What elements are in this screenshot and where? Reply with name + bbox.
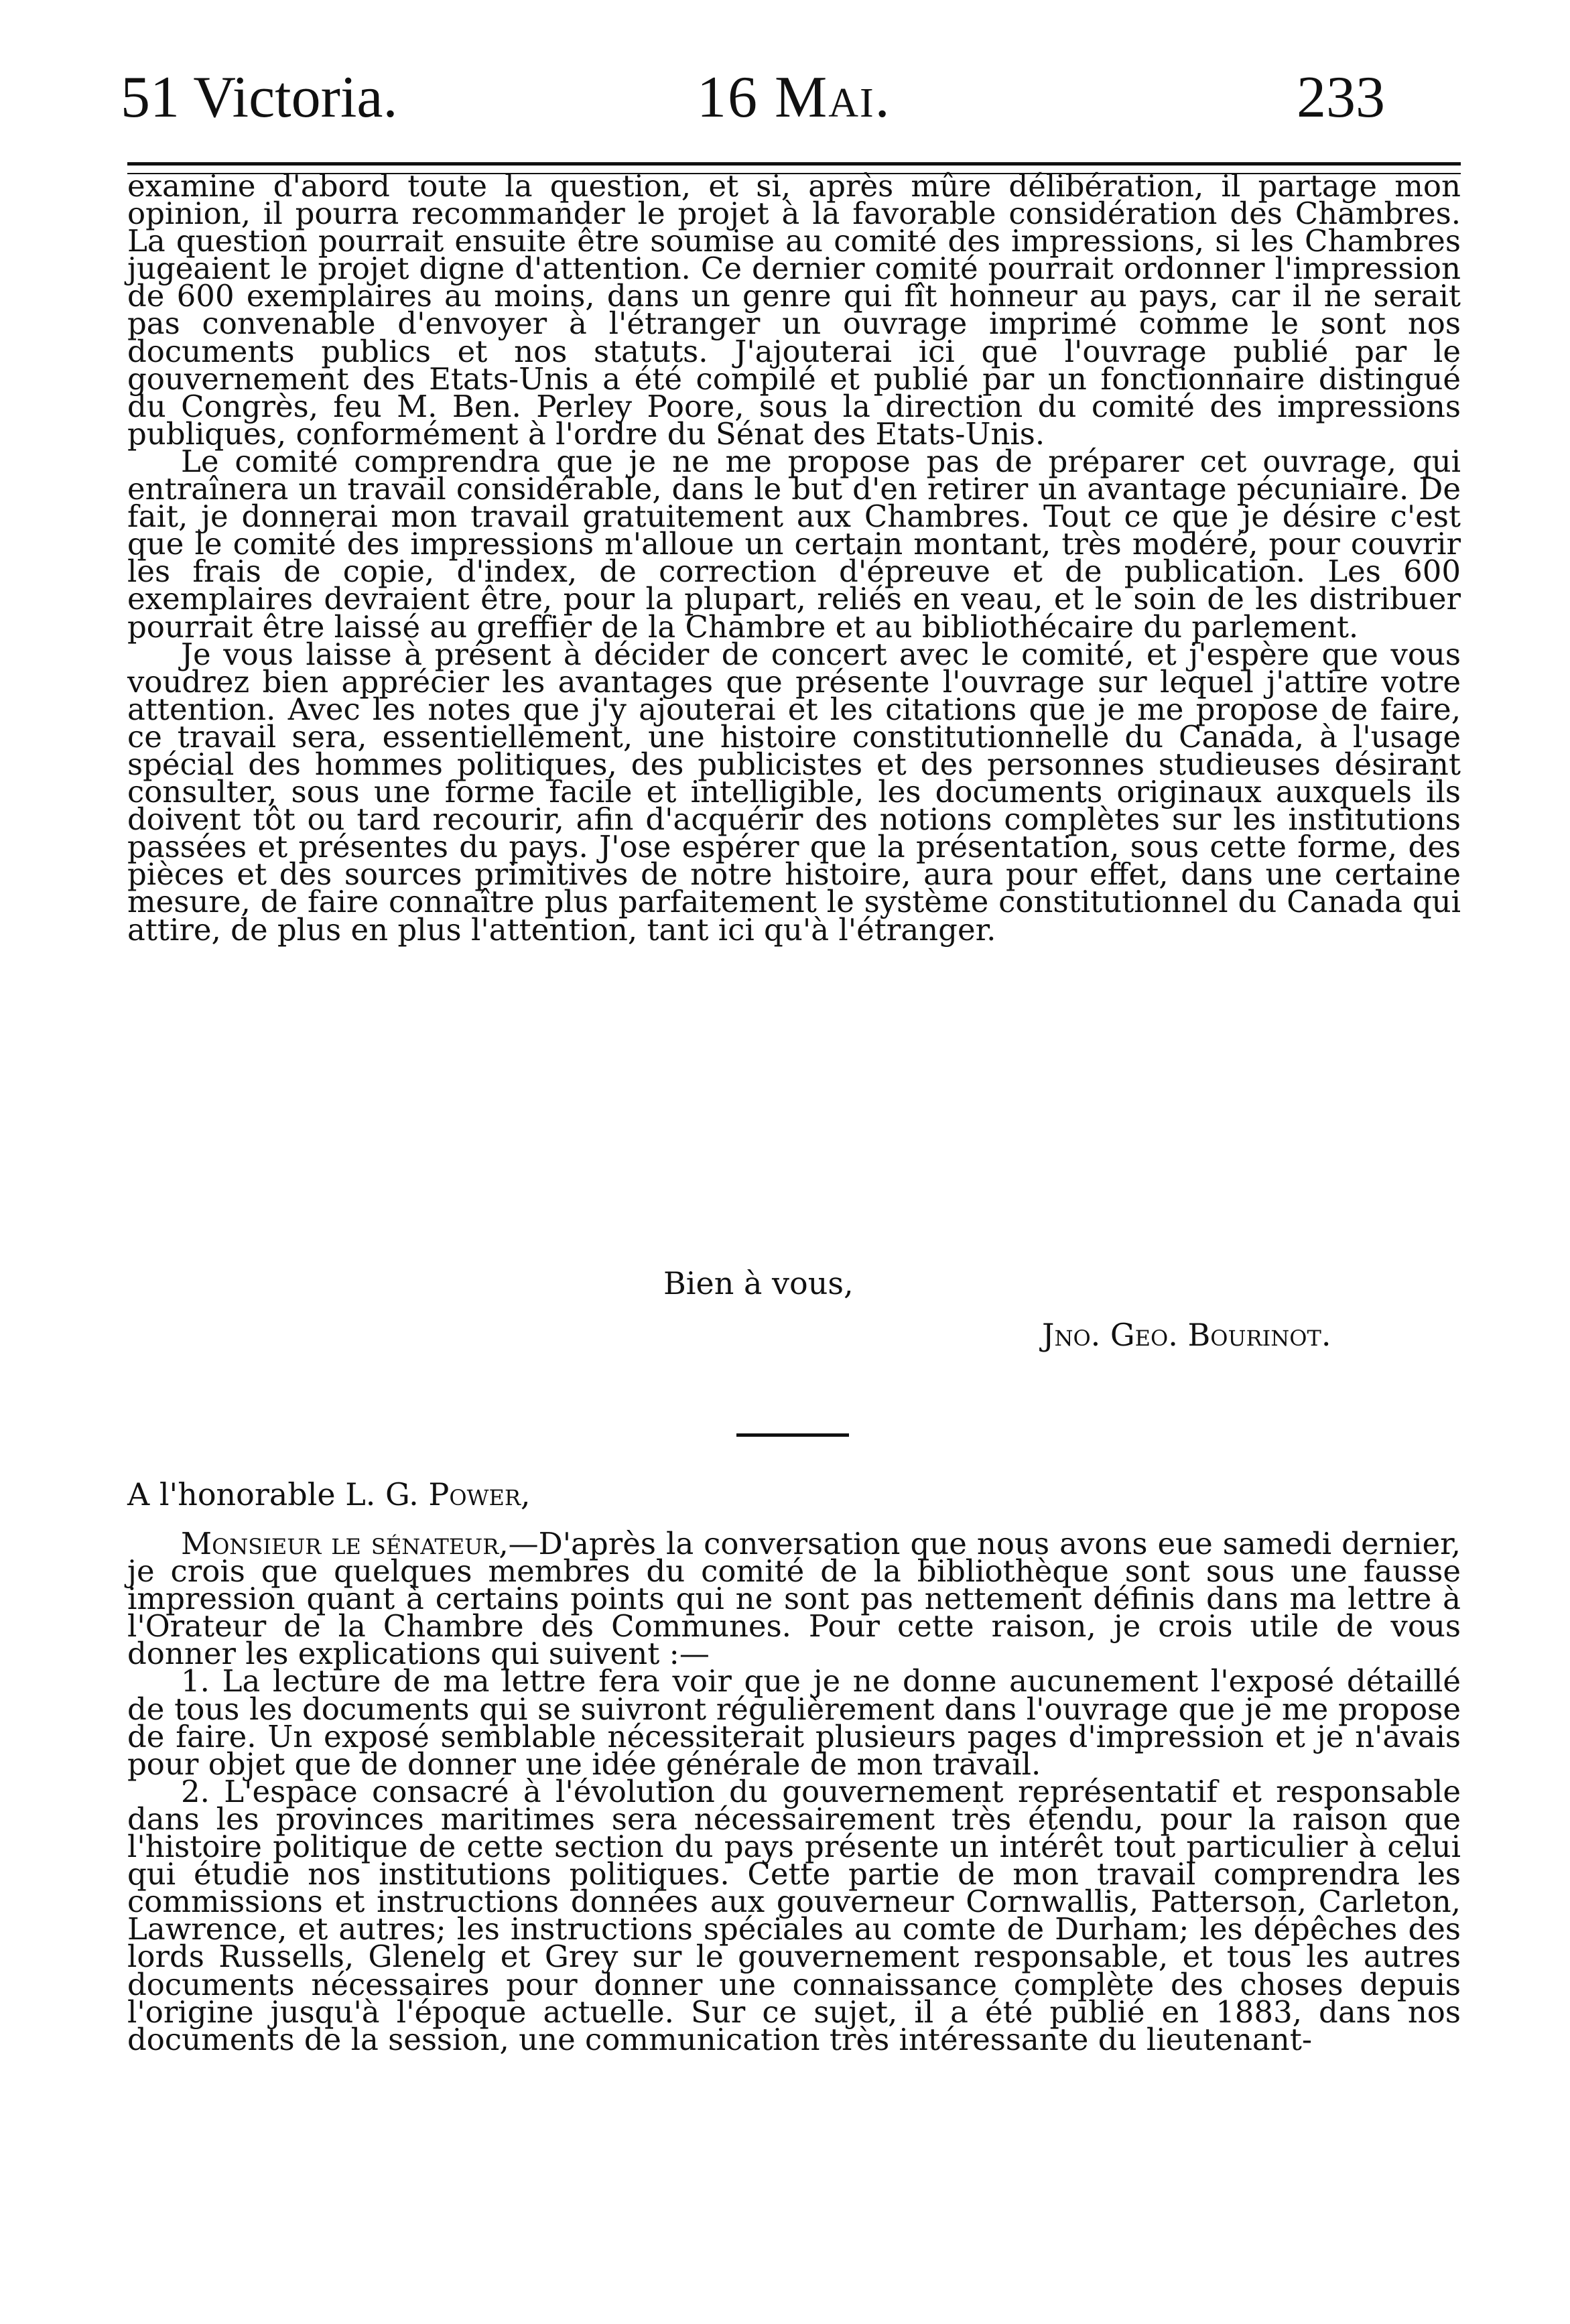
letter1-closing: Bien à vous, [663, 1265, 854, 1301]
letter2-body [127, 1526, 1461, 2057]
letter1-paragraph-1: examine d'abord toute la question, et si, après mûre délibération, il partage mon opinion, il pourra recommander le projet à la favorable considération des Chambres. La question pourrait ensuite être soumise au comité des impressions, si les Chambres jugeaient le projet digne d'attention. Ce dernier comité pourrait ordonner l'impression de 600 exemplaires au moins, dans un genre qui fît honneur au pays, car il ne serait pas convenable d'envoyer à l'étranger un ouvrage imprimé comme le sont nos documents publics et nos statuts. J'ajouterai ici que l'ouvrage publié par le gouvernement des Etats-Unis a été compilé et publié par un fonctionnaire distingué du Congrès, feu M. Ben. Perley Poore, sous la direction du comité des impressions publiques, conformément à l'ordre du Sénat des Etats-Unis. [127, 168, 1461, 452]
section-separator [736, 1433, 849, 1437]
addressee-name: Power, [428, 1476, 531, 1512]
letter2-item-2: 2. L'espace consacré à l'évolution du gouvernement représentatif et responsable dans les provinces maritimes sera nécessairement très étendu, pour la raison que l'histoire politique de cette section du pays présente un intérêt tout particulier à celui qui étudie nos institutions politiques. Cette partie de mon travail comprendra les commissions et instructions données aux gouverneur Cornwallis, Patterson, Carleton, Lawrence, et autres; les instructions spéciales au comte de Durham; les dépêches des lords Russells, Glenelg et Grey sur le gouvernement responsable, et tous les autres documents nécessaires pour donner une connaissance complète des choses depuis l'origine jusqu'à l'époque actuelle. Sur ce sujet, il a été publié en 1883, dans nos documents de la session, une communication très intéressante du lieutenant- [127, 1773, 1461, 2057]
letter2-item-1: 1. La lecture de ma lettre fera voir que je ne donne aucunement l'exposé détaillé de tous les documents qui se suivront régulièrement dans l'ouvrage que je me propose de faire. Un exposé semblable nécessiterait plusieurs pages d'impression et je n'avais pour objet que de donner une idée générale de mon travail. [127, 1663, 1461, 1782]
header-date: 16 Mai. [697, 65, 891, 130]
header-volume: 51 Victoria. [121, 65, 398, 130]
letter1-body [127, 168, 1461, 948]
letter2-salutation: Monsieur le sénateur, [181, 1526, 509, 1561]
letter2-paragraph-1-text: —D'après la conversation que nous avons eue samedi dernier, je crois que quelques membres du comité de la bibliothèque sont sous une fausse impression quant à certains points qui ne sont pas nettement définis dans ma lettre à l'Orateur de la Chambre des Communes. Pour cette raison, je crois utile de vous donner les explications qui suivent :— [127, 1526, 1461, 1672]
letter1-signature: Jno. Geo. Bourinot. [1042, 1317, 1331, 1353]
addressee-prefix: A l'honorable L. G. [127, 1476, 429, 1512]
header-rule-thick [127, 162, 1461, 166]
letter1-paragraph-3: Je vous laisse à présent à décider de concert avec le comité, et j'espère que vous voudrez bien apprécier les avantages que présente l'ouvrage sur lequel j'attire votre attention. Avec les notes que j'y ajouterai et les citations que je me propose de faire, ce travail sera, essentiellement, une histoire constitutionnelle du Canada, à l'usage spécial des hommes politiques, des publicistes et des personnes studieuses désirant consulter, sous une forme facile et intelligible, les documents originaux auxquels ils doivent tôt ou tard recourir, afin d'acquérir des notions complètes sur les institutions passées et présentes du pays. J'ose espérer que la présentation, sous cette forme, des pièces et des sources primitives de notre histoire, aura pour effet, dans une certaine mesure, de faire connaître plus parfaitement le système constitutionnel du Canada qui attire, de plus en plus l'attention, tant ici qu'à l'étranger. [127, 636, 1461, 948]
page-number: 233 [1297, 65, 1385, 130]
letter1-paragraph-2: Le comité comprendra que je ne me propose pas de préparer cet ouvrage, qui entraînera un travail considérable, dans le but d'en retirer un avantage pécuniaire. De fait, je donnerai mon travail gratuitement aux Chambres. Tout ce que je désire c'est que le comité des impressions m'alloue un certain montant, très modéré, pour couvrir les frais de copie, d'index, de correction d'épreuve et de publication. Les 600 exemplaires devraient être, pour la plupart, reliés en veau, et le soin de les distribuer pourrait être laissé au greffier de la Chambre et au bibliothécaire du parlement. [127, 443, 1461, 645]
letter2-addressee [127, 1478, 531, 1511]
letter2-paragraph-1 [127, 1526, 1461, 1672]
